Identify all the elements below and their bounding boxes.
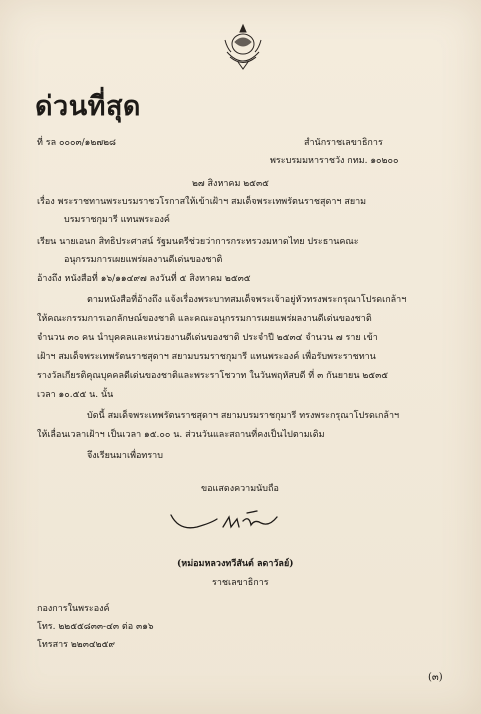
- letter-date: ๒๗ สิงหาคม ๒๕๓๕: [192, 179, 269, 189]
- paragraph-1-line: ให้คณะกรรมการเอกลักษณ์ของชาติ และคณะอนุกรรมการเผยแพร่ผลงานดีเด่นของชาติ: [37, 314, 372, 324]
- page-number: (๓): [428, 672, 443, 683]
- subject-line-2: บรมราชกุมารี แทนพระองค์: [64, 215, 170, 225]
- reference-line: อ้างถึง หนังสือที่ ๑๖/๑๑๔๙๗ ลงวันที่ ๕ สิงหาคม ๒๕๓๕: [37, 274, 251, 284]
- paragraph-2-line: ให้เลื่อนเวลาเฝ้าฯ เป็นเวลา ๑๕.๐๐ น. ส่วนวันและสถานที่คงเป็นไปตามเดิม: [37, 430, 325, 440]
- footer-fax: โทรสาร ๒๒๓๔๒๕๙: [37, 640, 116, 650]
- paragraph-2-line: บัดนี้ สมเด็จพระเทพรัตนราชสุดาฯ สยามบรมราชกุมารี ทรงพระกรุณาโปรดเกล้าฯ: [87, 411, 400, 421]
- complimentary-close: ขอแสดงความนับถือ: [201, 484, 279, 494]
- reference-number: ที่ รล ๐๐๐๓/๑๒๗๒๘: [37, 138, 116, 148]
- paragraph-1-line: เฝ้าฯ สมเด็จพระเทพรัตนราชสุดาฯ สยามบรมราชกุมารี แทนพระองค์ เพื่อรับพระราชทาน: [37, 352, 376, 362]
- footer-department: กองการในพระองค์: [37, 604, 110, 614]
- closing-line: จึงเรียนมาเพื่อทราบ: [87, 451, 163, 461]
- signatory-title: ราชเลขาธิการ: [212, 578, 269, 588]
- addressee-line-1: เรียน นายเอนก สิทธิประศาสน์ รัฐมนตรีช่วยว่าการกระทรวงมหาดไทย ประธานคณะ: [37, 237, 359, 247]
- signatory-name: (หม่อมหลวงทวีสันต์ ลดาวัลย์): [177, 559, 294, 569]
- paragraph-1-line: รางวัลเกียรติคุณบุคคลดีเด่นของชาติและพระราโชวาท ในวันพฤหัสบดี ที่ ๓ กันยายน ๒๕๓๕: [37, 371, 389, 381]
- subject-line-1: เรื่อง พระราชทานพระบรมราชวโรกาสให้เข้าเฝ้าฯ สมเด็จพระเทพรัตนราชสุดาฯ สยาม: [37, 197, 367, 207]
- paragraph-1-line: ตามหนังสือที่อ้างถึง แจ้งเรื่องพระบาทสมเด็จพระเจ้าอยู่หัวทรงพระกรุณาโปรดเกล้าฯ: [87, 295, 407, 305]
- paragraph-1-line: จำนวน ๓๐ คน นำบุคคลและหน่วยงานดีเด่นของชาติ ประจำปี ๒๕๓๔ จำนวน ๗ ราย เข้า: [37, 333, 378, 343]
- office-address: พระบรมมหาราชวัง กทม. ๑๐๒๐๐: [270, 156, 399, 166]
- footer-phone: โทร. ๒๒๕๕๘๓๓-๔๓ ต่อ ๓๑๖: [37, 622, 154, 632]
- paragraph-1-line: เวลา ๑๐.๕๕ น. นั้น: [37, 390, 114, 400]
- office-name: สำนักราชเลขาธิการ: [304, 138, 383, 148]
- addressee-line-2: อนุกรรมการเผยแพร่ผลงานดีเด่นของชาติ: [64, 255, 223, 265]
- urgency-heading: ด่วนที่สุด: [35, 91, 141, 122]
- handwritten-signature: [165, 505, 285, 545]
- royal-emblem-icon: [221, 22, 265, 72]
